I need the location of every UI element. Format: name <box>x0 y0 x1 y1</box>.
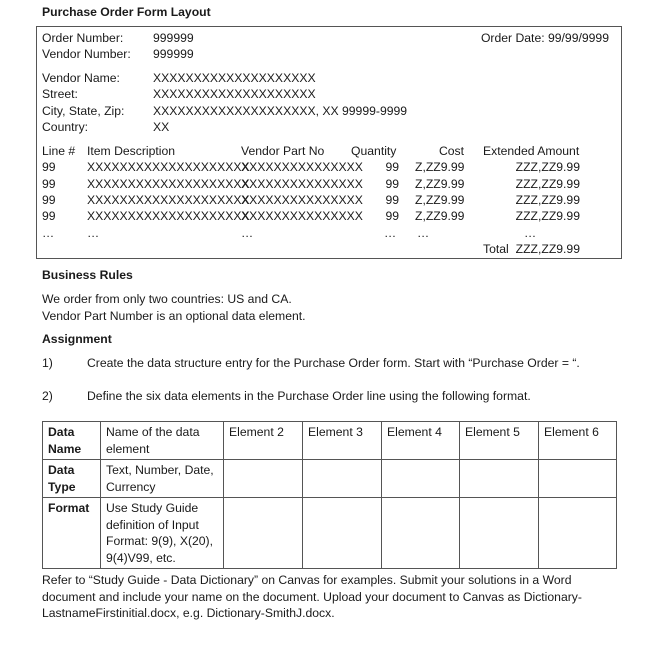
assignment-item-text: Define the six data elements in the Purchase Order line using the following format. <box>87 389 531 403</box>
footer-instructions: Refer to “Study Guide - Data Dictionary” on Canvas for examples. Submit your solutions in a Word document and include your name on the document. Upload your document to Canvas as Dictionary-LastnameFirstinitial.docx, e.g. Dictionary-SmithJ.docx. <box>42 573 582 621</box>
line-vendor-part: … <box>241 226 254 240</box>
line-number: 99 <box>42 209 56 223</box>
line-number: 99 <box>42 193 56 207</box>
line-cost: Z,ZZ9.99 <box>415 193 465 207</box>
col-header-item: Item Description <box>87 144 176 158</box>
business-rule: Vendor Part Number is an optional data element. <box>42 309 306 323</box>
table-row <box>43 460 617 498</box>
table-row <box>43 498 617 569</box>
total-value: ZZZ,ZZ9.99 <box>515 242 580 256</box>
table-cell: Element 3 <box>303 422 382 460</box>
line-extended: ZZZ,ZZ9.99 <box>515 193 580 207</box>
line-quantity: 99 <box>385 177 399 191</box>
col-header-vendor-part: Vendor Part No <box>241 144 325 158</box>
assignment-heading: Assignment <box>42 332 112 346</box>
table-cell: Name of the data element <box>101 422 224 460</box>
table-cell: Element 6 <box>539 422 617 460</box>
line-extended: ZZZ,ZZ9.99 <box>515 209 580 223</box>
data-element-table <box>42 421 617 569</box>
vendor-name-value: XXXXXXXXXXXXXXXXXXXX <box>153 71 316 85</box>
business-rules-heading: Business Rules <box>42 268 133 282</box>
line-vendor-part: XXXXXXXXXXXXXXX <box>241 193 363 207</box>
line-quantity: 99 <box>385 209 399 223</box>
vendor-number-value: 999999 <box>153 47 194 61</box>
row-header: Data Type <box>43 460 101 498</box>
table-cell <box>224 498 303 569</box>
line-quantity: 99 <box>385 193 399 207</box>
row-header: Data Name <box>43 422 101 460</box>
city-state-zip-value: XXXXXXXXXXXXXXXXXXXX, XX 99999-9999 <box>153 104 408 118</box>
col-header-cost: Cost <box>438 144 464 158</box>
line-extended: ZZZ,ZZ9.99 <box>515 160 580 174</box>
row-header: Format <box>43 498 101 569</box>
total-label: Total <box>483 242 509 256</box>
table-cell: Element 4 <box>382 422 460 460</box>
table-cell <box>303 460 382 498</box>
street-value: XXXXXXXXXXXXXXXXXXXX <box>153 87 316 101</box>
line-quantity: … <box>384 226 397 240</box>
line-vendor-part: XXXXXXXXXXXXXXX <box>241 209 363 223</box>
business-rule: We order from only two countries: US and CA. <box>42 292 292 306</box>
line-item: XXXXXXXXXXXXXXXXXXXX <box>87 209 250 223</box>
city-state-zip-label: City, State, Zip: <box>42 104 125 118</box>
order-number-value: 999999 <box>153 31 194 45</box>
line-item: XXXXXXXXXXXXXXXXXXXX <box>87 193 250 207</box>
vendor-number-label: Vendor Number: <box>42 47 131 61</box>
table-row <box>43 422 617 460</box>
table-cell: Text, Number, Date, Currency <box>101 460 224 498</box>
line-cost: Z,ZZ9.99 <box>415 177 465 191</box>
line-extended: ZZZ,ZZ9.99 <box>515 177 580 191</box>
line-vendor-part: XXXXXXXXXXXXXXX <box>241 160 363 174</box>
street-label: Street: <box>42 87 78 101</box>
line-item: … <box>87 226 100 240</box>
table-cell <box>460 498 539 569</box>
line-vendor-part: XXXXXXXXXXXXXXX <box>241 177 363 191</box>
assignment-item-number: 1) <box>42 356 53 370</box>
col-header-quantity: Quantity <box>351 144 397 158</box>
vendor-name-label: Vendor Name: <box>42 71 120 85</box>
line-cost: … <box>417 226 430 240</box>
line-cost: Z,ZZ9.99 <box>415 160 465 174</box>
line-item: XXXXXXXXXXXXXXXXXXXX <box>87 160 250 174</box>
line-number: 99 <box>42 177 56 191</box>
table-cell <box>224 460 303 498</box>
line-number: 99 <box>42 160 56 174</box>
line-cost: Z,ZZ9.99 <box>415 209 465 223</box>
table-cell <box>303 498 382 569</box>
order-number-label: Order Number: <box>42 31 124 45</box>
table-cell <box>539 498 617 569</box>
assignment-item-number: 2) <box>42 389 53 403</box>
col-header-line: Line # <box>42 144 76 158</box>
table-cell <box>382 460 460 498</box>
line-number: … <box>42 226 55 240</box>
country-label: Country: <box>42 120 89 134</box>
table-cell: Element 2 <box>224 422 303 460</box>
line-quantity: 99 <box>385 160 399 174</box>
line-item: XXXXXXXXXXXXXXXXXXXX <box>87 177 250 191</box>
table-cell: Element 5 <box>460 422 539 460</box>
col-header-extended: Extended Amount <box>483 144 580 158</box>
table-cell: Use Study Guide definition of Input Format: 9(9), X(20), 9(4)V99, etc. <box>101 498 224 569</box>
country-value: XX <box>153 120 170 134</box>
order-date: Order Date: 99/99/9999 <box>480 31 609 45</box>
table-cell <box>382 498 460 569</box>
page-title: Purchase Order Form Layout <box>42 5 211 19</box>
table-cell <box>460 460 539 498</box>
assignment-item-text: Create the data structure entry for the Purchase Order form. Start with “Purchase Order = “. <box>87 356 580 370</box>
line-extended: … <box>524 226 537 240</box>
table-cell <box>539 460 617 498</box>
